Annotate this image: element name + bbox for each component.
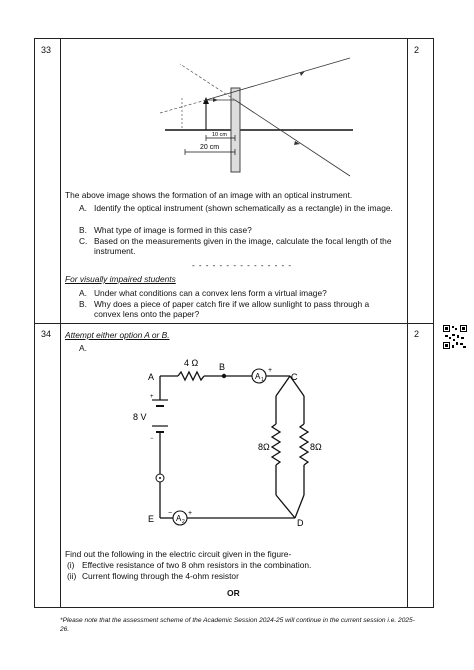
q34-question: Find out the following in the electric circuit given in the figure-: [65, 549, 292, 559]
resistor-4ohm: [178, 372, 204, 380]
battery-plus: +: [150, 394, 154, 400]
circuit-diagram: [133, 350, 340, 542]
sub-text: Current flowing through the 4-ohm resistor: [82, 571, 239, 581]
label-10cm: 10 cm: [212, 132, 227, 138]
resistor-8ohm-left: [272, 424, 280, 465]
ray-arrow-1: [213, 98, 218, 102]
ray-arrow-3: [294, 141, 300, 145]
question-number-33: 33: [41, 45, 52, 55]
ammeter1-plus: +: [268, 367, 273, 374]
q34-sub-i: [67, 560, 407, 571]
option-label: B.: [79, 299, 87, 309]
q33-option-b: [79, 225, 409, 236]
or-divider: OR: [227, 588, 240, 598]
optics-diagram: [160, 58, 360, 184]
resistor-8ohm-right-label: 8Ω: [310, 442, 322, 452]
option-text: What type of image is formed in this case?: [94, 225, 252, 235]
sub-label: (ii): [67, 571, 77, 581]
battery-minus: −: [150, 436, 154, 442]
node-d-label: D: [297, 518, 304, 528]
resistor-8ohm-right: [300, 424, 308, 465]
ammeter1-label: A: [255, 372, 261, 381]
ray-refracted: [235, 100, 350, 176]
option-text: Based on the measurements given in the image, calculate the focal length of the instrument.: [94, 236, 392, 256]
node-b-label: B: [219, 362, 226, 372]
option-text: Identify the optical instrument (shown schematically as a rectangle) in the image.: [94, 203, 393, 213]
separator-dashes: - - - - - - - - - - - - - - -: [192, 261, 293, 270]
q34-instruction: Attempt either option A or B.: [65, 330, 170, 340]
node-a-label: A: [148, 372, 155, 382]
resistor-4ohm-label: 4 Ω: [184, 358, 199, 368]
resistor-8ohm-left-label: 8Ω: [258, 442, 270, 452]
marks-33: 2: [414, 45, 420, 55]
q34-option-label: A.: [79, 343, 87, 353]
ammeter2-label: A: [176, 514, 182, 523]
ray-through-center: [206, 58, 350, 100]
q33-option-c: [79, 236, 409, 258]
ray-extension-2: [160, 100, 206, 113]
q34-sub-ii: [67, 571, 407, 582]
row-divider: [35, 323, 433, 324]
label-20cm: 20 cm: [200, 144, 220, 151]
option-text: Why does a piece of paper catch fire if we allow sunlight to pass through a convex lens onto the paper?: [94, 299, 370, 319]
option-label: C.: [79, 236, 88, 246]
option-text: Under what conditions can a convex lens form a virtual image?: [94, 288, 327, 298]
node-b-dot: [222, 374, 226, 378]
option-label: B.: [79, 225, 87, 235]
battery-label: 8 V: [133, 412, 147, 422]
ammeter1-sub: 1: [261, 377, 264, 383]
qr-code-icon: [443, 325, 467, 349]
footnote: *Please note that the assessment scheme of the Academic Session 2024-25 will continue in the current session i.e. 2025-26.: [60, 617, 415, 633]
question-number-34: 34: [41, 329, 52, 339]
vi-heading: For visually impaired students: [65, 274, 176, 284]
option-label: A.: [79, 203, 87, 213]
q33-intro: The above image shows the formation of an image with an optical instrument.: [65, 190, 353, 200]
ammeter2-sub: 2: [182, 519, 185, 525]
option-label: A.: [79, 288, 87, 298]
marks-34: 2: [414, 329, 420, 339]
node-e-label: E: [148, 514, 155, 524]
node-c-label: C: [291, 372, 298, 382]
ammeter2-plus: +: [188, 510, 193, 517]
q33-option-a: [79, 203, 409, 225]
sub-text: Effective resistance of two 8 ohm resistors in the combination.: [82, 560, 312, 570]
vi-option-b: [79, 299, 409, 321]
ammeter2-minus: −: [168, 510, 173, 517]
sub-label: (i): [67, 560, 75, 570]
ray-extension-1: [180, 64, 235, 100]
vi-option-a: [79, 288, 409, 299]
